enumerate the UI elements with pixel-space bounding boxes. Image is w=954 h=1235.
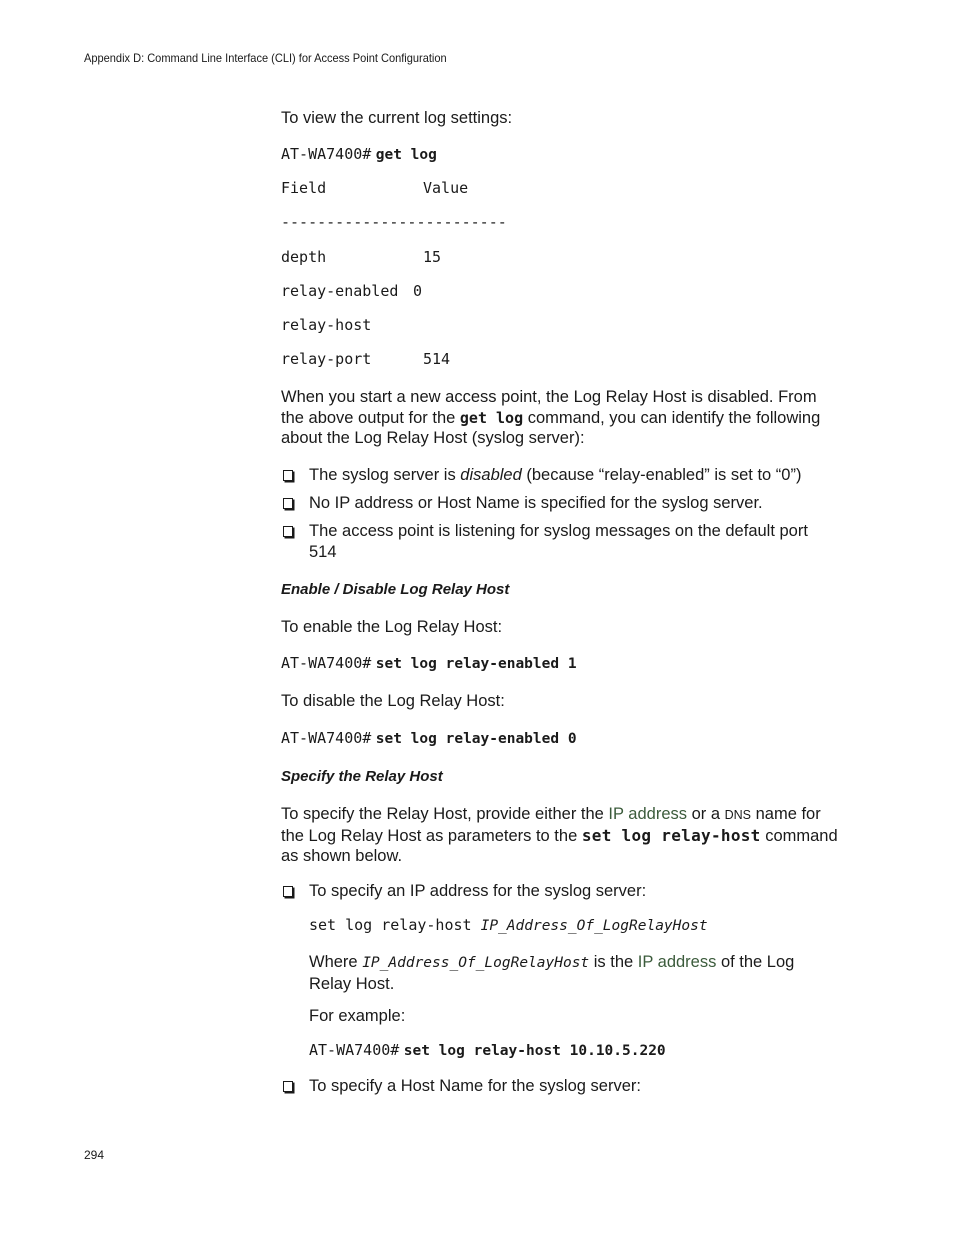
- explanation-paragraph: [281, 387, 841, 449]
- paragraph-text: Where: [309, 953, 363, 971]
- table-header-field: Field: [281, 179, 327, 197]
- syntax-line: [309, 916, 708, 935]
- section-heading: Specify the Relay Host: [281, 768, 443, 785]
- command-text: set log relay-host 10.10.5.220: [403, 1043, 666, 1059]
- table-row-field: relay-enabled: [281, 282, 399, 300]
- bullet-item: The access point is listening for syslog messages on the default port 514: [309, 522, 808, 561]
- command-text: set log relay-enabled 0: [375, 731, 577, 747]
- cli-prompt: AT-WA7400#: [281, 145, 372, 163]
- paragraph-text: is the: [589, 953, 638, 971]
- paragraph-text: To specify the Relay Host, provide either the: [281, 805, 609, 823]
- enable-command: [281, 654, 577, 673]
- bullet-icon: [283, 886, 293, 897]
- paragraph-text: command as shown below.: [281, 826, 838, 865]
- table-separator: -------------------------: [281, 213, 507, 231]
- inline-code: set log relay-host: [581, 825, 761, 845]
- bullet-text: (because “relay-enabled” is set to “0”): [521, 466, 802, 484]
- bullet-item: [309, 465, 849, 486]
- table-header-value: Value: [423, 179, 469, 197]
- syntax-command: set log relay-host: [309, 916, 481, 934]
- paragraph-text: of the Log Relay Host.: [309, 953, 795, 993]
- inline-code: get log: [459, 408, 524, 427]
- bullet-icon: [283, 526, 293, 537]
- bullet-emphasis: disabled: [460, 466, 522, 484]
- bullet-item: To specify an IP address for the syslog server:: [309, 882, 647, 900]
- bullet-icon: [283, 1081, 293, 1092]
- bullet-item: No IP address or Host Name is specified for the syslog server.: [309, 494, 763, 512]
- cli-prompt: AT-WA7400#: [281, 729, 372, 747]
- ip-address-link[interactable]: IP address: [637, 953, 717, 971]
- disable-instruction: To disable the Log Relay Host:: [281, 692, 505, 710]
- for-example-text: For example:: [309, 1007, 406, 1025]
- where-paragraph: [309, 952, 839, 994]
- bullet-icon: [283, 498, 293, 509]
- table-row-field: depth: [281, 248, 327, 266]
- table-row-value: 514: [423, 350, 451, 368]
- page-number: 294: [84, 1148, 105, 1162]
- bullet-item: To specify a Host Name for the syslog server:: [309, 1077, 641, 1095]
- example-command: [309, 1041, 666, 1060]
- table-row-field: relay-port: [281, 350, 372, 368]
- enable-instruction: To enable the Log Relay Host:: [281, 618, 503, 636]
- bullet-text: The syslog server is: [309, 466, 461, 484]
- cli-prompt: AT-WA7400#: [309, 1041, 400, 1059]
- get-log-command: [281, 145, 437, 164]
- disable-command: [281, 729, 577, 748]
- dns-abbrev: DNS: [724, 808, 752, 822]
- paragraph-text: When you start a new access point, the Log Relay Host is disabled. From the above output for the: [281, 388, 817, 427]
- table-row-field: relay-host: [281, 316, 372, 334]
- page-header: Appendix D: Command Line Interface (CLI) for Access Point Configuration: [84, 51, 447, 65]
- bullet-icon: [283, 470, 293, 481]
- paragraph-text: or a: [687, 805, 725, 823]
- paragraph-text: name for the Log Relay Host as parameters to the: [281, 805, 821, 845]
- section-heading: Enable / Disable Log Relay Host: [281, 581, 510, 598]
- parameter-name: IP_Address_Of_LogRelayHost: [362, 955, 590, 971]
- paragraph-text: command, you can identify the following about the Log Relay Host (syslog server):: [281, 408, 821, 447]
- command-text: set log relay-enabled 1: [375, 656, 577, 672]
- table-row-value: 0: [413, 282, 423, 300]
- table-row-value: 15: [423, 248, 442, 266]
- ip-address-link[interactable]: IP address: [608, 805, 687, 823]
- syntax-parameter: IP_Address_Of_LogRelayHost: [480, 918, 708, 934]
- relay-host-paragraph: [281, 804, 841, 867]
- command-text: get log: [375, 147, 437, 163]
- intro-text: To view the current log settings:: [281, 109, 513, 127]
- cli-prompt: AT-WA7400#: [281, 654, 372, 672]
